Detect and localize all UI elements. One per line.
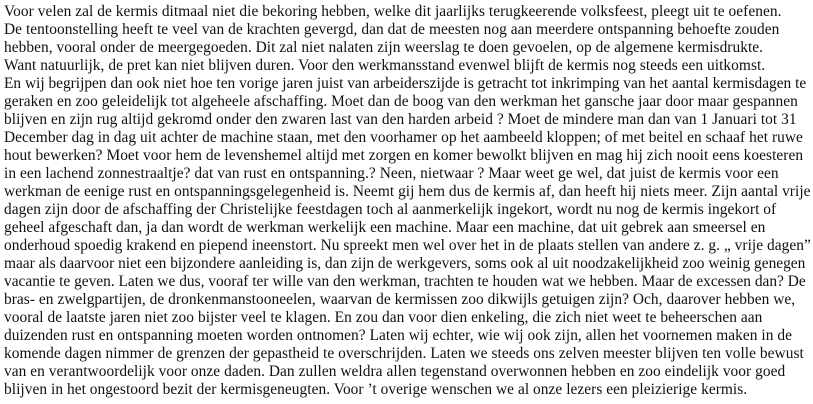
text-line: hout bewerken? Moet voor hem de levenshemel altijd met zorgen en komer bewolkt blijven en mag hij zich nooit eens koesteren xyxy=(4,147,804,164)
text-line: dagen zijn door de afschaffing der Christelijke feestdagen toch al aanmerkelijk ingekort, wordt nu nog de kermis ingekort of xyxy=(4,201,777,218)
text-line: blijven in het ongestoord bezit der kermisgeneugten. Voor ’t overige wenschen we al onze lezers een pleizierige kermis. xyxy=(4,381,748,398)
text-line: maar als daarvoor niet een bijzondere aanleiding is, dan zijn de werkgevers, soms ook al uit noodzakelijkheid zoo weinig genegen xyxy=(4,255,806,272)
text-line: December dag in dag uit achter de machine staan, met den voorhamer op het aambeeld kloppen; of met beitel en schaaf het ruwe xyxy=(4,129,803,146)
text-line: geheel afgeschaft dan, ja dan wordt de werkman werkelijk een machine. Maar een machine, dat uit gebrek aan smeersel en xyxy=(4,219,766,236)
text-line: vacantie te geven. Laten we dus, vooraf ter wille van den werkman, trachten te houden wat we hebben. Maar de excessen dan? De xyxy=(4,273,806,290)
text-line: vooral de laatste jaren niet zoo bijster veel te klagen. En zou dan voor dien enkeling, die zich niet weet te beheerschen aan xyxy=(4,309,763,326)
text-line: Voor velen zal de kermis ditmaal niet die bekoring hebben, welke dit jaarlijks terugkeerende volksfeest, pleegt uit te oefenen. xyxy=(4,3,782,20)
text-line: geraken en zoo geleidelijk tot algeheele afschaffing. Moet dan de boog van den werkman het gansche jaar door maar gespannen xyxy=(4,93,798,110)
text-line: De tentoonstelling heeft te veel van de krachten gevergd, dan dat de meesten nog aan meerdere ontspanning behoefte zouden xyxy=(4,21,780,38)
text-line: bras- en zwelgpartijen, de dronkenmanstooneelen, waarvan de kermissen zoo dikwijls getuigen zijn? Och, daarover hebben we, xyxy=(4,291,796,308)
text-line: komende dagen nimmer de grenzen der gepastheid te overschrijden. Laten we steeds ons zelven meester blijven ten volle bewust xyxy=(4,345,804,362)
text-line: onderhoud spoedig krakend en piepend ineenstort. Nu spreekt men wel over het in de plaats stellen van andere z. g. „ vrije dagen” xyxy=(4,237,811,254)
text-line: duizenden rust en ontspanning moeten worden ontnomen? Laten wij echter, wie wij ook zijn, allen het voornemen maken in de xyxy=(4,327,792,344)
text-line: in een lachend zonnestraaltje? dat van rust en ontspanning.? Neen, nietwaar ? Maar weet ge wel, dat juist de kermis voor een xyxy=(4,165,779,182)
text-line: blijven en zijn rug altijd gekromd onder den zwaren last van den harden arbeid ? Moet de mindere man dan van 1 Januari tot 31 xyxy=(4,111,797,128)
text-line: En wij begrijpen dan ook niet hoe ten vorige jaren juist van arbeiderszijde is getracht tot inkrimping van het aantal kermisdagen te xyxy=(4,75,807,92)
text-line: Want natuurlijk, de pret kan niet blijven duren. Voor den werkmansstand evenwel blijft de kermis nog steeds een uitkomst. xyxy=(4,57,766,74)
text-line: hebben, vooral onder de meergegoeden. Dit zal niet nalaten zijn weerslag te doen gevoelen, op de algemene kermisdrukte. xyxy=(4,39,764,56)
text-line: van en verantwoordelijk voor onze daden. Dan zullen weldra allen tegenstand overwonnen hebben en zoo eindelijk voor goed xyxy=(4,363,786,380)
text-line: werkman de eenige rust en ontspanningsgelegenheid is. Neemt gij hem dus de kermis af, dan heeft hij niets meer. Zijn aantal vrije xyxy=(4,183,811,200)
